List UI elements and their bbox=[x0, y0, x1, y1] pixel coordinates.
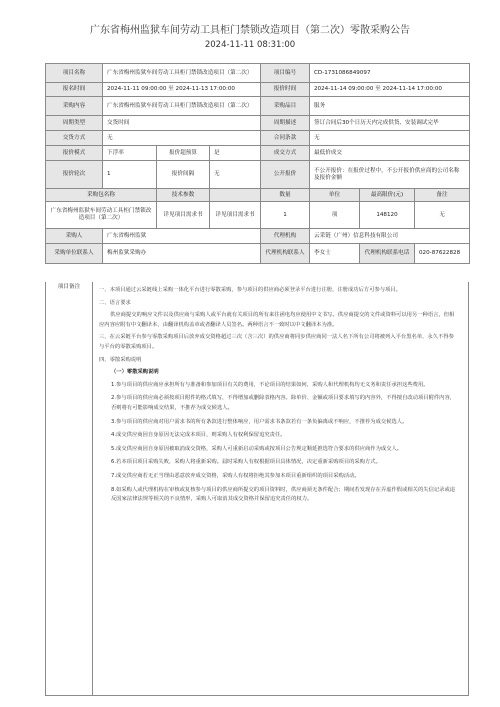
table-row bbox=[46, 131, 470, 146]
public-quote-label: 公开报价 bbox=[261, 161, 310, 189]
notes-body bbox=[92, 282, 469, 695]
project-no-label: 项目编号 bbox=[261, 64, 310, 83]
agency-contact-label: 代理机构联系人 bbox=[261, 244, 310, 264]
note-paragraph: 供应商提交的响应文件以及供应商与采购人或平台就有关项目的所有来往函电均应使用中文书写。供应商提交的文件或资料可以用另一种语言，但相应内容应附有中文翻译本，由翻译机构盖章或者翻译人员签名。两种语言不一致时以中文翻译本为准。 bbox=[99, 312, 455, 328]
package-remark: 无 bbox=[415, 202, 470, 229]
quote-mode-label: 报价模式 bbox=[46, 146, 103, 161]
note-item: 7.成交供应商若无正当理由恶意放弃成交资格，采购人有权将拒绝其参加本项目重新组织的项目采购活动。 bbox=[111, 472, 360, 479]
cycle-label: 周期类型 bbox=[46, 116, 103, 131]
col-name-header: 采购包名称 bbox=[46, 189, 157, 202]
table-row bbox=[46, 116, 470, 131]
buyer-contact-label: 采购单位联系人 bbox=[46, 244, 103, 264]
category-value: 服务 bbox=[310, 97, 470, 116]
col-param-header: 技术参数 bbox=[157, 189, 210, 202]
quote-mode-value: 下浮率 bbox=[103, 146, 157, 161]
content-value: 广东省梅州监狱车间劳动工具柜门禁锁改造项目（第二次） bbox=[103, 97, 261, 116]
deal-method-value: 最低价成交 bbox=[310, 146, 470, 161]
col-qty-header: 数量 bbox=[261, 189, 310, 202]
project-info-table bbox=[45, 63, 470, 264]
agency-contact-value: 李女士 bbox=[310, 244, 360, 264]
table-row bbox=[46, 97, 470, 116]
package-header-row bbox=[46, 189, 470, 202]
project-name-label: 项目名称 bbox=[46, 64, 103, 83]
quote-time-label: 报价时间 bbox=[261, 83, 310, 97]
notes-section bbox=[45, 282, 469, 696]
cycle-desc-label: 周期描述 bbox=[261, 116, 310, 131]
table-row bbox=[46, 83, 470, 97]
note-heading: 四、零散采购说明 bbox=[99, 356, 142, 363]
note-paragraph: 三、在云采链平台参与零散采购项目后放弃成交资格超过三次（含三次）的供应商将同步供应商同一法人名下所有公司将被列入平台黑名单，永久不得参与平台的零散采购项目。 bbox=[99, 334, 454, 350]
publish-datetime: 2024-11-11 08:31:00 bbox=[204, 40, 296, 50]
package-param: 详见项目需求书 bbox=[157, 202, 210, 229]
over-budget-label: 报价超预算 bbox=[157, 146, 210, 161]
table-row bbox=[46, 64, 470, 83]
package-name: 广东省梅州监狱车间劳动工具柜门禁锁改造项目（第二次） bbox=[46, 202, 157, 229]
col-detail-header bbox=[210, 189, 261, 202]
rounds-value: 1 bbox=[103, 161, 157, 189]
cycle-value: 交货时间 bbox=[103, 116, 261, 131]
note-item: 2.参与项目的供应商必须按项目附件的格式填写，不得增加或删除表格内容。除单价、金额或项目要求填写的内容外，不得擅自改动项目附件内容，否则将有可能影响成交结果，不推荐为成交候选人。 bbox=[111, 395, 456, 411]
table-row bbox=[46, 244, 470, 264]
delivery-value: 无 bbox=[103, 131, 261, 146]
project-no-value: CD-1731086849097 bbox=[310, 64, 470, 83]
signup-time-value: 2024-11-11 09:00:00 至 2024-11-13 17:00:00 bbox=[103, 83, 261, 97]
quote-time-value: 2024-11-14 09:00:00 至 2024-11-14 17:00:00 bbox=[310, 83, 470, 97]
package-detail: 详见项目需求书 bbox=[210, 202, 261, 229]
notes-label: 项目备注 bbox=[57, 284, 81, 290]
agency-label: 代理机构 bbox=[261, 229, 310, 244]
note-heading: 二、语言要求 bbox=[99, 299, 131, 306]
note-item: 3.参与项目的供应商对用户需求书的所有条款进行整体响应，用户需求书条款若有一条负偏离或不响应，不推荐为成交候选人。 bbox=[111, 418, 408, 425]
clause-value: 无 bbox=[310, 131, 470, 146]
table-row bbox=[46, 161, 470, 189]
delivery-label: 交货方式 bbox=[46, 131, 103, 146]
note-item: 5.成交供应商因自身原因被取消成交资格，采购人可重新启动采购或按项目公告规定顺延推选符合要求的供应商作为成交人。 bbox=[111, 445, 403, 452]
note-subheading: （一）零散采购说明 bbox=[111, 369, 159, 376]
buyer-contact-value: 梅州监狱采购办 bbox=[103, 244, 261, 264]
clause-label: 合同条款 bbox=[261, 131, 310, 146]
interval-value: 无 bbox=[210, 161, 261, 189]
table-row bbox=[46, 146, 470, 161]
buyer-value: 广东省梅州监狱 bbox=[103, 229, 261, 244]
project-name-value: 广东省梅州监狱车间劳动工具柜门禁锁改造项目（第二次） bbox=[103, 64, 261, 83]
cycle-desc-value: 签订合同后30个日历天内完成供货、安装调试完毕 bbox=[310, 116, 470, 131]
col-budget-header: 最高限价(元) bbox=[360, 189, 415, 202]
col-unit-header: 单位 bbox=[310, 189, 360, 202]
over-budget-value: 是 bbox=[210, 146, 261, 161]
package-budget: 148120 bbox=[360, 202, 415, 229]
buyer-label: 采购人 bbox=[46, 229, 103, 244]
note-paragraph: 一、本项目通过云采链线上采购一体化平台进行零散采购，参与项目的供应商必须登录平台进行注册，注册成功后方可参与项目。 bbox=[99, 287, 401, 293]
deal-method-label: 成交方式 bbox=[261, 146, 310, 161]
signup-time-label: 报名时间 bbox=[46, 83, 103, 97]
page-title: 广东省梅州监狱车间劳动工具柜门禁锁改造项目（第二次）零散采购公告 bbox=[90, 25, 410, 36]
category-label: 采购品目 bbox=[261, 97, 310, 116]
package-row bbox=[46, 202, 470, 229]
note-item: 8.如采购人或代理机构在审核或复核参与项目的供应商所提交的项目资料时，供应商须无条件配合；期间若发现存在弄虚作假或相关的失信记录或违反国家法律法规等相关的不良情形，采购人可取消其成交资格并保留追究责任的权力。 bbox=[111, 486, 456, 503]
public-quote-value: 不公开报价：在报价过程中，不公开报价供应商的公司名称及报价金额 bbox=[310, 161, 470, 189]
note-item: 4.成交供应商因自身原因无法完成本项目，则采购人有权利保留追究责任。 bbox=[111, 432, 286, 439]
agency-value: 云采链（广州）信息科技有限公司 bbox=[310, 229, 470, 244]
agency-phone-value: 020-87622828 bbox=[415, 244, 470, 264]
content-label: 采购内容 bbox=[46, 97, 103, 116]
table-row bbox=[46, 229, 470, 244]
package-qty: 1 bbox=[261, 202, 310, 229]
agency-phone-label: 代理机构联系电话 bbox=[360, 244, 415, 264]
note-item: 1.参与项目的供应商应承担所有与准备和参加项目有关的费用，不论项目的结果如何，采购人和代理机构均无义务和责任承担这些费用。 bbox=[111, 381, 429, 388]
note-item: 6.若本项目项目采购失败，采购人将重新采购。届时采购人有权根据项目具体情况，决定重新采购项目的采购方式。 bbox=[111, 459, 381, 466]
rounds-label: 报价轮次 bbox=[46, 161, 103, 189]
interval-label: 报价间隔 bbox=[157, 161, 210, 189]
package-unit: 项 bbox=[310, 202, 360, 229]
col-remark-header: 备注 bbox=[415, 189, 470, 202]
